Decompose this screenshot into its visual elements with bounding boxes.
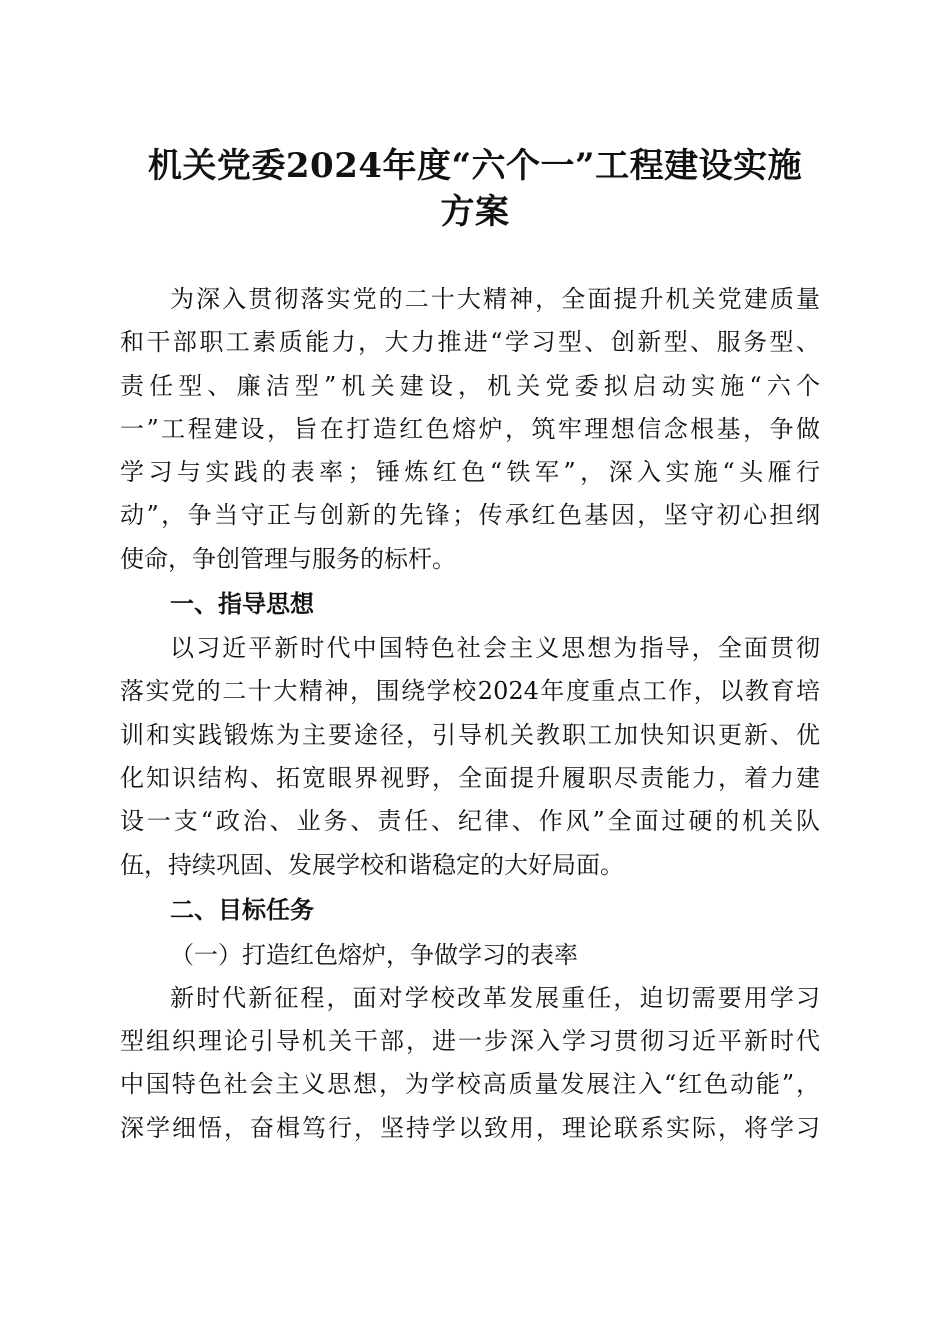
- text-line: 一”工程建设，旨在打造红色熔炉，筑牢理想信念根基，争做: [120, 414, 820, 443]
- document-body: [120, 278, 820, 1150]
- subsection-heading: （一）打造红色熔炉，争做学习的表率: [170, 940, 578, 969]
- text-line: 型组织理论引导机关干部，进一步深入学习贯彻习近平新时代: [120, 1027, 820, 1056]
- text-line: 责任型、廉洁型”机关建设，机关党委拟启动实施“六个: [120, 371, 820, 400]
- section-heading-goals-tasks: 二、目标任务: [170, 895, 314, 924]
- text-line: 学习与实践的表率；锤炼红色“铁军”，深入实施“头雁行: [120, 458, 820, 487]
- intro-paragraph: [120, 278, 820, 581]
- text-line: 中国特色社会主义思想，为学校高质量发展注入“红色动能”，: [120, 1070, 820, 1099]
- document-title-line-2: 方案: [440, 192, 510, 232]
- text-line: 训和实践锻炼为主要途径，引导机关教职工加快知识更新、优: [120, 720, 820, 749]
- guiding-ideology-paragraph: [120, 627, 820, 887]
- text-line: 为深入贯彻落实党的二十大精神，全面提升机关党建质量: [170, 285, 820, 313]
- text-line: 设一支“政治、业务、责任、纪律、作风”全面过硬的机关队: [120, 807, 820, 836]
- text-line: 深学细悟，奋楫笃行，坚持学以致用，理论联系实际，将学习: [120, 1113, 820, 1142]
- text-line: 动”，争当守正与创新的先锋；传承红色基因，坚守初心担纲: [120, 501, 820, 530]
- text-line: 伍，持续巩固、发展学校和谐稳定的大好局面。: [120, 850, 624, 879]
- text-line: 落实党的二十大精神，围绕学校2024年度重点工作，以教育培: [120, 677, 820, 706]
- section-heading-guiding-ideology: 一、指导思想: [170, 590, 314, 619]
- text-line: 新时代新征程，面对学校改革发展重任，迫切需要用学习: [170, 983, 820, 1012]
- text-line: 使命，争创管理与服务的标杆。: [120, 544, 456, 573]
- document-title-line-1: 机关党委2024年度“六个一”工程建设实施: [147, 146, 803, 186]
- text-line: 以习近平新时代中国特色社会主义思想为指导，全面贯彻: [170, 634, 820, 663]
- text-line: 化知识结构、拓宽眼界视野，全面提升履职尽责能力，着力建: [120, 763, 820, 792]
- text-line: 和干部职工素质能力，大力推进“学习型、创新型、服务型、: [120, 328, 820, 357]
- goals-paragraph: [120, 977, 820, 1150]
